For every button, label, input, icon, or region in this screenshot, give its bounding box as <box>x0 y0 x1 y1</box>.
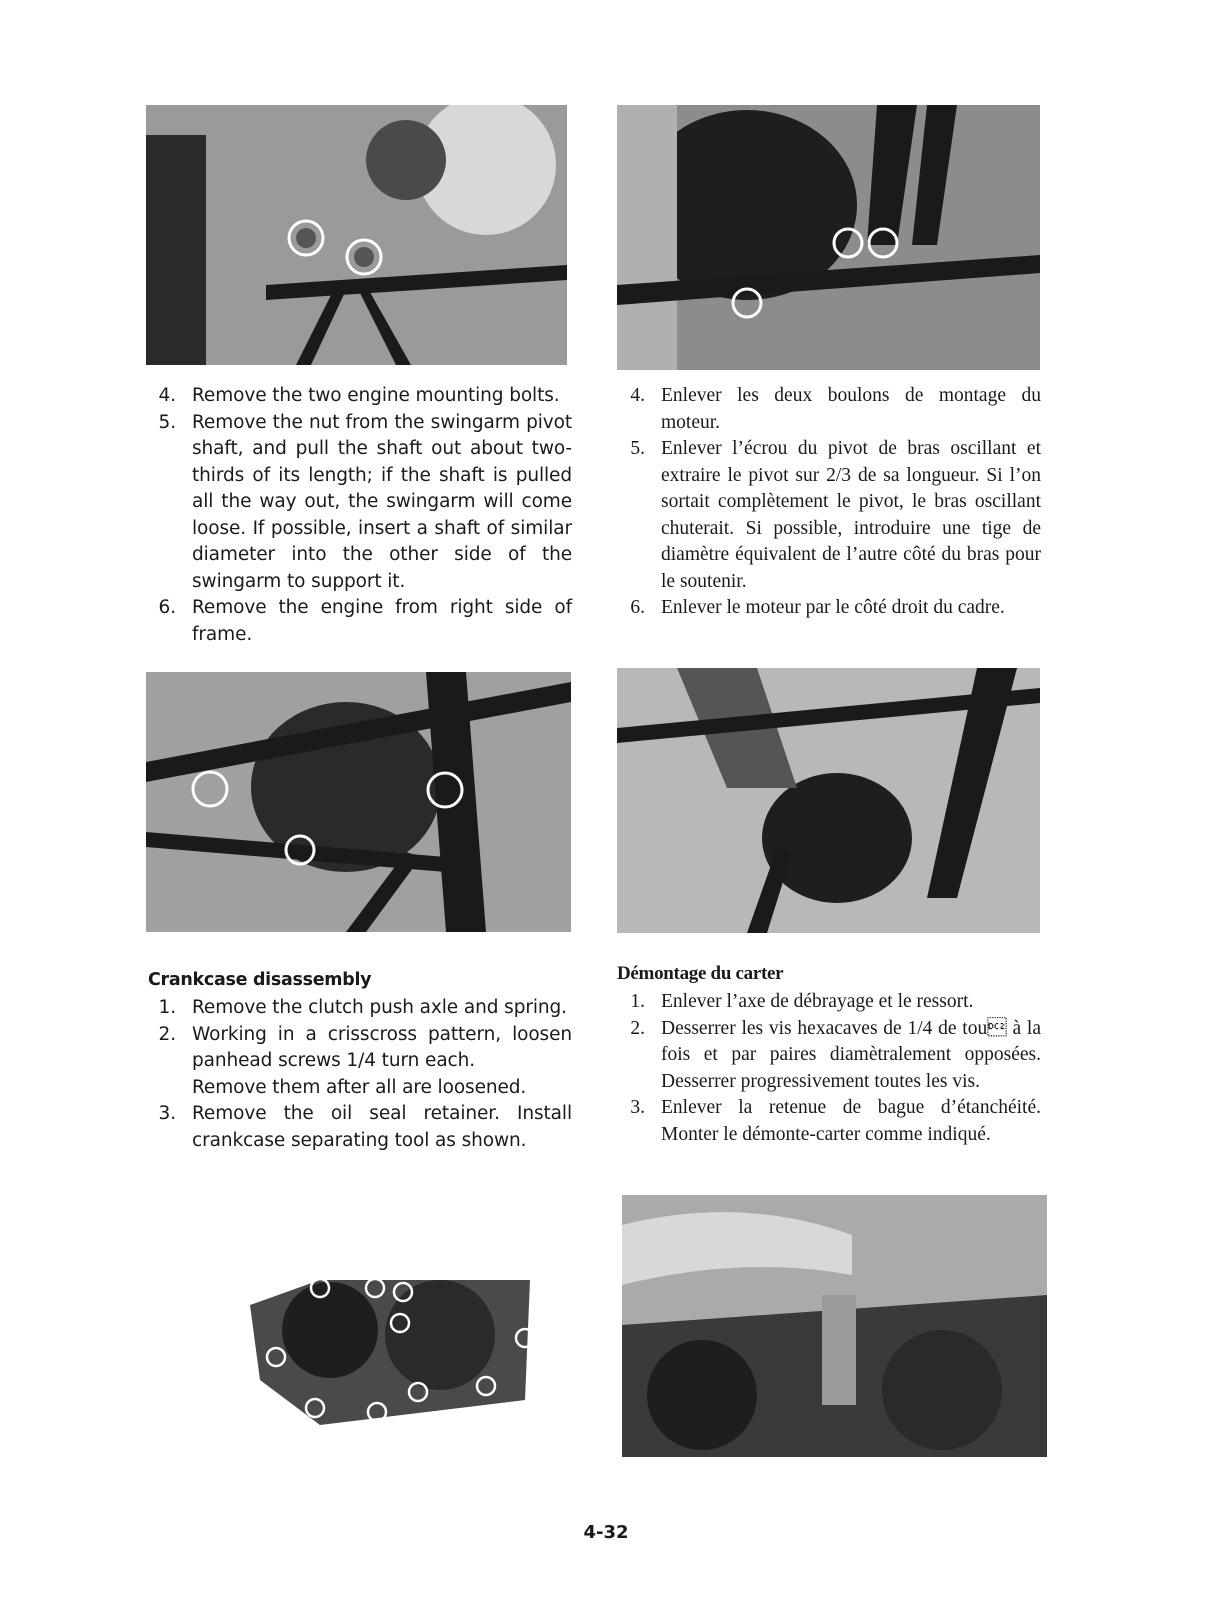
photo-engine-removal-right <box>617 668 1040 933</box>
english-steps-top <box>148 383 572 648</box>
list-item <box>617 595 1041 622</box>
step-number: 3. <box>630 1097 645 1118</box>
list-item <box>148 383 572 410</box>
photo-engine-mounting-bolts-left <box>146 105 567 365</box>
step-number: 4. <box>630 385 645 406</box>
step-number: 5. <box>630 438 645 459</box>
step-text: Remove the two engine mounting bolts. <box>192 385 560 406</box>
french-steps-top <box>617 383 1041 622</box>
step-number: 2. <box>630 1017 645 1039</box>
step-text: Remove the nut from the swingarm pivot shaft, and pull the shaft out about two-thirds of its length; if the shaft is pulled all the way out, the swingarm will come loose. If possible, insert a shaft of similar diameter into the other side of the swingarm to support it. <box>192 411 572 592</box>
step-text: Desserrer les vis hexacaves de 1/4 de tou à la fois et par paires diamètralement opposées. Desserrer progressivement toutes les vis. <box>661 1017 1041 1092</box>
step-text: Working in a crisscross pattern, loosen panhead screws 1/4 turn each. <box>192 1023 572 1071</box>
step-number: 5. <box>158 411 176 433</box>
french-crankcase-section <box>617 961 1041 1148</box>
list-item <box>617 1016 1041 1096</box>
list-item <box>148 595 572 648</box>
photo-crankcase-separating-tool <box>622 1195 1047 1457</box>
step-text: Enlever l’axe de débrayage et le ressort. <box>661 991 974 1012</box>
step-text: Enlever les deux boulons de montage du moteur. <box>661 385 1041 433</box>
step-number: 2. <box>158 1023 176 1045</box>
photo-engine-mounting-bolts-right <box>617 105 1040 370</box>
step-number: 1. <box>630 991 645 1012</box>
step-text: Remove the oil seal retainer. Install crankcase separating tool as shown. <box>192 1103 572 1151</box>
section-heading: Crankcase disassembly <box>148 970 372 990</box>
step-subtext: Remove them after all are loosened. <box>192 1076 527 1098</box>
step-number: 6. <box>158 597 176 618</box>
list-item <box>148 410 572 596</box>
step-text: Remove the clutch push axle and spring. <box>192 997 567 1018</box>
list-item <box>617 1095 1041 1148</box>
list-item <box>148 1101 572 1154</box>
step-text: Enlever l’écrou du pivot de bras oscillant et extraire le pivot sur 2/3 de sa longueur. Si l’on sortait complètement le pivot, le bras oscillant chuterait. Si possible, introduire une tige de diamètre équivalent de l’autre côté du bras pour le soutenir. <box>661 438 1041 592</box>
step-number: 1. <box>158 997 176 1018</box>
list-item <box>617 436 1041 595</box>
step-text: Enlever le moteur par le côté droit du cadre. <box>661 597 1005 618</box>
list-item <box>148 1022 572 1102</box>
step-number: 3. <box>158 1103 176 1124</box>
step-text: Remove the engine from right side of frame. <box>192 597 572 645</box>
list-item <box>617 989 1041 1016</box>
list-item <box>617 383 1041 436</box>
list-item <box>148 995 572 1022</box>
step-number: 6. <box>630 597 645 618</box>
photo-crankcase-screws <box>240 1250 540 1425</box>
step-number: 4. <box>158 385 176 406</box>
page-number: 4-32 <box>583 1522 629 1543</box>
english-crankcase-section <box>148 967 572 1154</box>
step-text: Enlever la retenue de bague d’étanchéité. Monter le démonte-carter comme indiqué. <box>661 1097 1041 1145</box>
section-heading: Démontage du carter <box>617 963 784 984</box>
photo-engine-removal-left <box>146 672 571 932</box>
